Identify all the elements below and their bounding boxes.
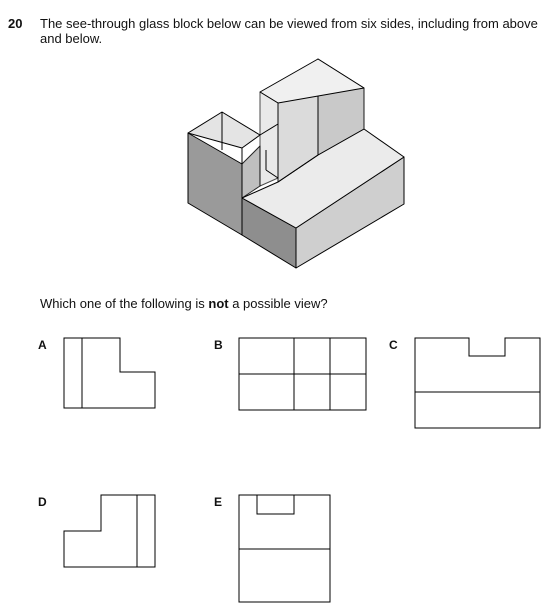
left-wall-inner-face (242, 146, 260, 198)
option-b-label: B (214, 338, 223, 352)
option-c-diagram (415, 338, 540, 428)
emphasis-not: not (208, 296, 229, 311)
question-number: 20 (8, 16, 23, 31)
option-a-diagram (64, 338, 155, 408)
question-prompt: Which one of the following is not a possible view? (40, 296, 328, 311)
option-b-diagram (239, 338, 366, 410)
option-c-label: C (389, 338, 398, 352)
glass-block-figure (0, 0, 554, 290)
question-text: The see-through glass block below can be viewed from six sides, including from above and below. (40, 16, 538, 46)
option-d-diagram (64, 495, 155, 567)
option-e-diagram (239, 495, 330, 602)
option-d-label: D (38, 495, 47, 509)
left-wall-front-face (188, 133, 242, 235)
option-e-label: E (214, 495, 223, 509)
option-a-label: A (38, 338, 47, 352)
